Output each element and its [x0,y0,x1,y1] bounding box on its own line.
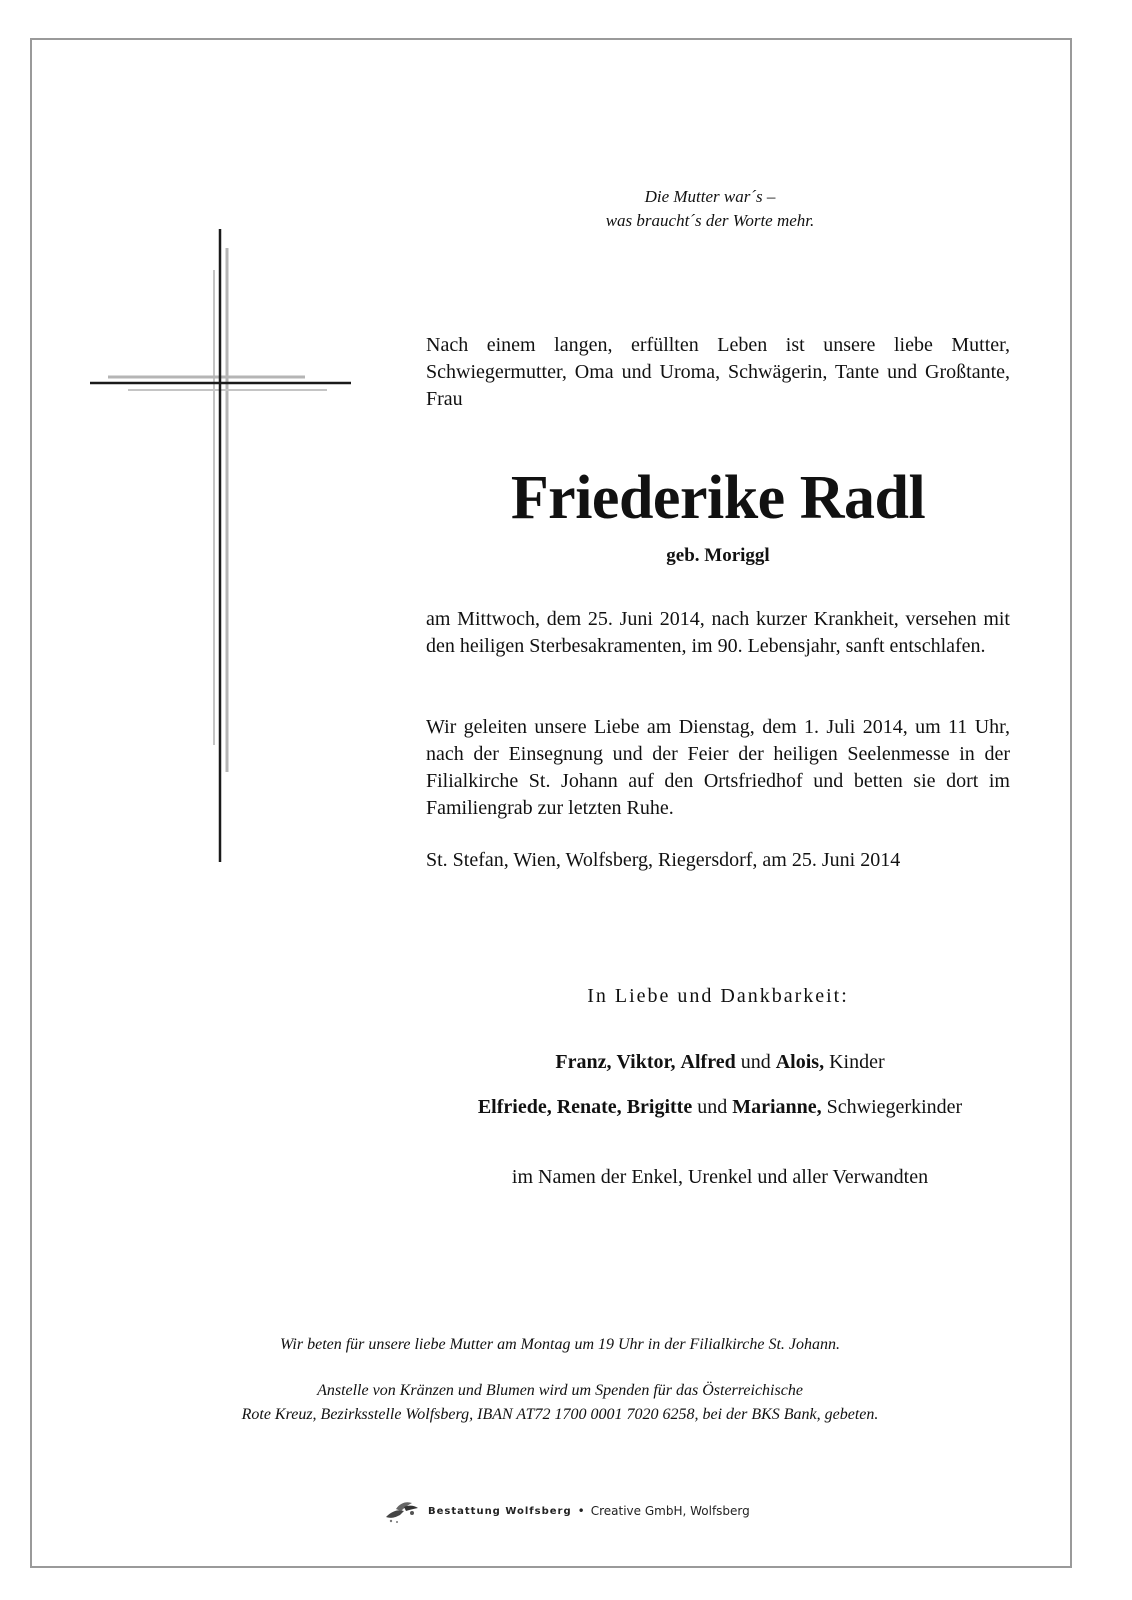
conjunction: und [697,1096,728,1118]
conjunction: und [740,1051,771,1073]
child-name: Alois, [775,1051,825,1073]
motto [560,185,860,233]
thanks-heading: In Liebe und Dankbarkeit: [587,985,849,1007]
birth-name: geb. Moriggl [666,545,770,566]
footer-brand: Bestattung Wolfsberg [428,1505,572,1517]
footer [382,1496,802,1526]
in-law-name: Marianne, [732,1096,822,1118]
prayer-note [60,1333,1060,1357]
mourners-others: im Namen der Enkel, Urenkel und aller Verwandten [511,1166,929,1188]
motto-line-1: Die Mutter war´s – [644,187,776,206]
footer-separator: • [577,1504,585,1518]
donation-line-2: Rote Kreuz, Bezirksstelle Wolfsberg, IBAN AT72 1700 0001 7020 6258, bei der BKS Bank, gebeten. [241,1406,879,1423]
child-name: Viktor, [616,1051,676,1073]
intro-text: Nach einem langen, erfüllten Leben ist unsere liebe Mutter, Schwiegermutter, Oma und Uroma, Schwägerin, Tante und Großtante, Frau [426,334,1010,410]
deceased-name: Friederike Radl [510,464,926,532]
child-name: Alfred [680,1051,736,1073]
relation-label: Kinder [829,1051,885,1073]
relation-label: Schwiegerkinder [826,1096,963,1118]
in-law-name: Brigitte [626,1096,693,1118]
child-name: Franz, [555,1051,612,1073]
in-law-name: Elfriede, [477,1096,552,1118]
mourners-children [380,1049,1060,1075]
donation-note [60,1379,1060,1427]
place-date: St. Stefan, Wien, Wolfsberg, Riegersdorf, am 25. Juni 2014 [426,849,901,871]
death-notice: am Mittwoch, dem 25. Juni 2014, nach kurzer Krankheit, versehen mit den heiligen Sterbesakramenten, im 90. Lebensjahr, sanft entschlafen. [426,608,1010,657]
in-law-name: Renate, [556,1096,622,1118]
mourners-in-laws [380,1094,1060,1120]
motto-line-2: was braucht´s der Worte mehr. [605,211,815,230]
bird-logo-icon [382,1497,422,1525]
funeral-notice: Wir geleiten unsere Liebe am Dienstag, dem 1. Juli 2014, um 11 Uhr, nach der Einsegnung und der Feier der heiligen Seelenmesse in der Filialkirche St. Johann auf den Ortsfriedhof und betten sie dort im Familiengrab zur letzten Ruhe. [426,716,1010,819]
prayer-line: Wir beten für unsere liebe Mutter am Montag um 19 Uhr in der Filialkirche St. Johann. [279,1336,841,1353]
donation-line-1: Anstelle von Kränzen und Blumen wird um Spenden für das Österreichische [317,1382,803,1399]
footer-company: Creative GmbH, Wolfsberg [590,1504,750,1518]
